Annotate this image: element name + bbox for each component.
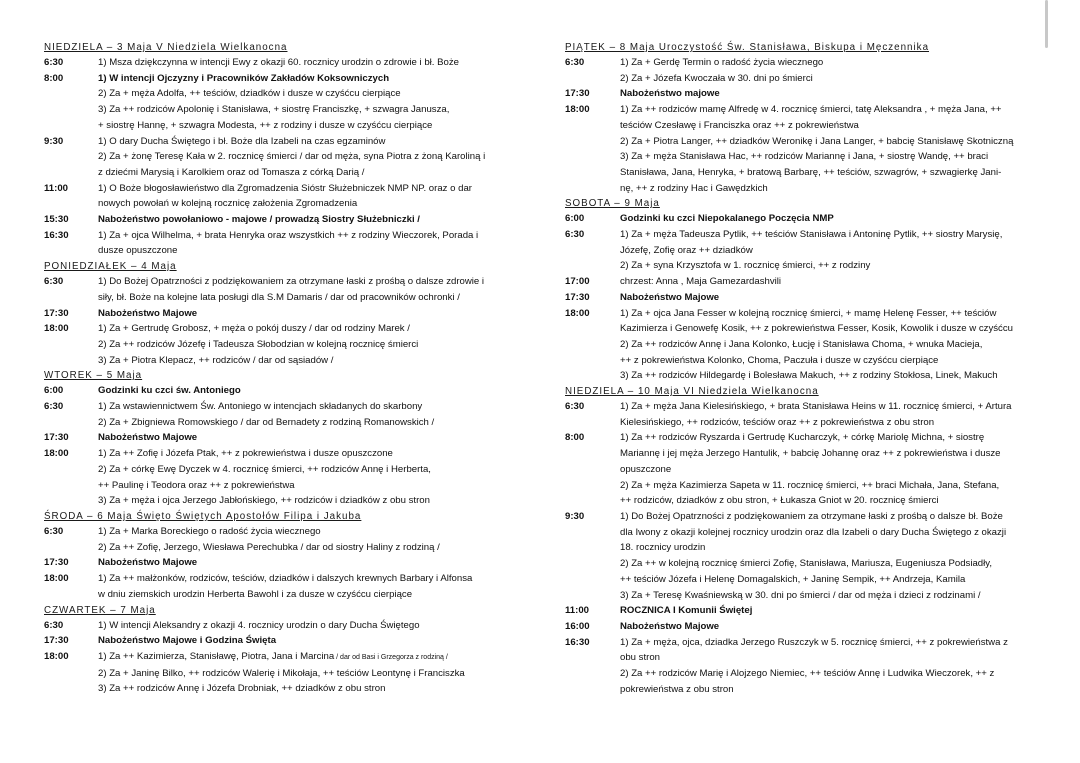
intention-line — [620, 306, 1043, 322]
mass-time: 18:00 — [565, 104, 590, 116]
right-column — [565, 40, 1043, 697]
intention-line — [98, 430, 520, 446]
mass-time: 17:30 — [44, 557, 69, 569]
mass-entry — [565, 55, 1043, 86]
intention-line — [620, 462, 1043, 478]
intention-line — [620, 493, 1043, 509]
intention-line — [620, 572, 1043, 588]
intention-line — [620, 165, 1043, 181]
day-heading: ŚRODA – 6 Maja Święto Świętych Apostołów Filipa i Jakuba — [44, 510, 362, 522]
intention-line — [620, 588, 1043, 604]
day-heading: WTOREK – 5 Maja — [44, 370, 143, 382]
intention-text: 1) Do Bożej Opatrzności z podziękowaniem za otrzymane łaski z prośbą o dalsze bł. Boże — [620, 510, 1003, 522]
intention-line — [98, 383, 520, 399]
mass-time: 17:30 — [565, 88, 590, 100]
mass-entry — [565, 274, 1043, 290]
intention-text: 2) Za + Janinę Bilko, ++ rodziców Walerię i Mikołaja, ++ teściów Leontynę i Franciszka — [98, 667, 465, 679]
intention-text: 2) Za + córkę Ewę Dyczek w 4. rocznicę śmierci, ++ rodziców Annę i Herberta, — [98, 463, 431, 475]
intention-line — [620, 321, 1043, 337]
intention-text: 1) Do Bożej Opatrzności z podziękowaniem za otrzymane łaski z prośbą o dalsze zdrowie i — [98, 276, 485, 288]
intention-text: chrzest: Anna , Maja Gamezardashvili — [620, 276, 782, 288]
intention-line — [98, 165, 520, 181]
intention-text: 2) Za ++ w kolejną rocznicę śmierci Zofię, Stanisława, Mariusza, Eugeniusza Podsiadły, — [620, 558, 993, 570]
intention-text: 3) Za ++ rodziców Hildegardę i Bolesława Makuch, ++ z rodziny Stokłosa, Linek, Makuch — [620, 370, 998, 382]
mass-time: 16:00 — [565, 620, 590, 632]
left-column — [44, 40, 520, 697]
intention-text: Nabożeństwo Majowe — [98, 432, 198, 444]
intention-line — [98, 666, 520, 682]
mass-entry — [44, 524, 520, 555]
intention-line — [98, 618, 520, 634]
intention-line — [620, 603, 1043, 619]
intention-text: Nabożeństwo Majowe — [620, 620, 720, 632]
intention-text: Kielesińskiego, ++ rodziców, teściów oraz ++ z pokrewieństwa z obu stron — [620, 416, 935, 428]
intention-line — [620, 650, 1043, 666]
intention-text: Nabożeństwo Majowe — [620, 291, 720, 303]
intention-text: ++ teściów Józefa i Helenę Domagalskich, + Janinę Sempik, ++ Andrzeja, Kamila — [620, 573, 966, 585]
mass-time: 18:00 — [44, 448, 69, 460]
intention-text: 2) Za ++ rodziców Józefę i Tadeusza Słobodzian w kolejną rocznicę śmierci — [98, 338, 419, 350]
intention-line — [620, 446, 1043, 462]
intention-text: ++ rodziców, dziadków z obu stron, + Łukasza Gniot w 20. rocznicę śmierci — [620, 495, 939, 507]
mass-entry — [565, 306, 1043, 385]
mass-entry — [44, 228, 520, 259]
intention-line — [620, 635, 1043, 651]
intention-text: 1) O dary Ducha Świętego i bł. Boże dla Izabeli na czas egzaminów — [98, 135, 386, 147]
intention-text: 1) O Boże błogosławieństwo dla Zgromadzenia Sióstr Służebniczek NMP NP. oraz o dar — [98, 182, 472, 194]
intention-line — [98, 446, 520, 462]
day-heading: NIEDZIELA – 3 Maja V Niedziela Wielkanocna — [44, 42, 288, 53]
mass-entry — [44, 306, 520, 322]
intention-text: 3) Za + Piotra Klepacz, ++ rodziców / dar od sąsiadów / — [98, 354, 334, 366]
mass-entry — [44, 555, 520, 571]
mass-time: 6:30 — [44, 276, 64, 288]
mass-time: 17:30 — [44, 307, 69, 319]
intention-line — [620, 149, 1043, 165]
intention-text: 3) Za + Teresę Kwaśniewską w 30. dni po śmierci / dar od męża i dzieci z rodzinami / — [620, 589, 981, 601]
intention-text: 1) Msza dziękczynna w intencji Ewy z okazji 60. rocznicy urodzin o zdrowie i bł. Boże — [98, 57, 459, 68]
mass-entry — [44, 399, 520, 430]
mass-time: 15:30 — [44, 214, 69, 226]
mass-time: 18:00 — [565, 307, 590, 319]
intention-text: z dziećmi Marysią i Karolkiem oraz od Tomasza z córką Darią / — [98, 166, 365, 178]
intention-text: 1) Za + Marka Boreckiego o radość życia wiecznego — [98, 525, 321, 537]
intention-line — [620, 368, 1043, 384]
intention-line — [98, 118, 520, 134]
mass-time: 17:30 — [44, 635, 69, 647]
intention-line — [620, 118, 1043, 134]
intention-text: 2) Za ++ Zofię, Jerzego, Wiesława Perechubka / dar od siostry Haliny z rodziną / — [98, 541, 440, 553]
intention-text: opuszczone — [620, 463, 672, 475]
intention-line — [620, 682, 1043, 698]
intention-line — [620, 227, 1043, 243]
intention-line — [620, 415, 1043, 431]
intention-text: 2) Za + żonę Teresę Kała w 2. rocznicę śmierci / dar od męża, syna Piotra z żoną Karoliną i — [98, 151, 486, 163]
intention-text: Nabożeństwo powołaniowo - majowe / prowadzą Siostry Służebniczki / — [98, 214, 420, 226]
intention-text: Józefę, Zofię oraz ++ dziadków — [620, 244, 753, 256]
intention-line — [98, 134, 520, 150]
intention-text: Godzinki ku czci św. Antoniego — [98, 385, 241, 397]
intention-text: obu stron — [620, 652, 661, 664]
mass-entry — [565, 211, 1043, 227]
intention-text: 3) Za ++ rodziców Apolonię i Stanisława, + siostrę Franciszkę, + szwagra Janusza, — [98, 104, 450, 116]
mass-entry — [44, 134, 520, 181]
mass-time: 18:00 — [44, 323, 69, 335]
mass-entry — [44, 181, 520, 212]
intention-text: 3) Za ++ rodziców Annę i Józefa Drobniak, ++ dziadków z obu stron — [98, 683, 386, 695]
intention-line — [98, 71, 520, 87]
mass-time: 8:00 — [44, 72, 64, 84]
intention-text: 2) Za + Zbigniewa Romowskiego / dar od Bernadety z rodziną Romanowskich / — [98, 416, 435, 428]
mass-time: 16:30 — [44, 229, 69, 241]
mass-entry — [44, 618, 520, 634]
intention-line — [98, 228, 520, 244]
intention-line — [620, 619, 1043, 635]
mass-entry — [565, 509, 1043, 603]
intention-text: ++ Paulinę i Teodora oraz ++ z pokrewieństwa — [98, 479, 295, 491]
intention-line — [98, 681, 520, 697]
intention-line — [620, 258, 1043, 274]
intention-text: 3) Za + męża i ojca Jerzego Jabłońskiego, ++ rodziców i dziadków z obu stron — [98, 495, 430, 507]
mass-entry — [565, 603, 1043, 619]
intention-line — [98, 86, 520, 102]
intention-line — [620, 540, 1043, 556]
intention-text: nowych powołań w kolejną rocznicę założenia Zgromadzenia — [98, 198, 358, 210]
intention-text: teściów Czesławę i Franciszka oraz ++ z pokrewieństwa — [620, 119, 859, 131]
mass-time: 17:30 — [565, 291, 590, 303]
intention-line — [620, 211, 1043, 227]
intention-text: Nabożeństwo Majowe — [98, 557, 198, 569]
intention-line — [98, 290, 520, 306]
intention-line — [620, 337, 1043, 353]
intention-text: 1) Za ++ rodziców Ryszarda i Gertrudę Kucharczyk, + córkę Mariolę Michna, + siostrę — [620, 432, 985, 444]
intention-text: 1) Za + Gerdę Termin o radość życia wiecznego — [620, 57, 824, 68]
mass-time: 6:30 — [565, 57, 585, 68]
intention-text: 3) Za + męża Stanisława Hac, ++ rodziców Mariannę i Jana, + siostrę Wandę, ++ braci — [620, 151, 989, 163]
mass-time: 9:30 — [44, 135, 64, 147]
mass-entry — [44, 274, 520, 305]
intention-line — [98, 274, 520, 290]
mass-entry — [565, 227, 1043, 274]
mass-time: 16:30 — [565, 636, 590, 648]
intention-text: Nabożeństwo Majowe — [98, 307, 198, 319]
intention-line — [620, 353, 1043, 369]
mass-time: 17:30 — [44, 432, 69, 444]
intention-line — [98, 149, 520, 165]
mass-time: 11:00 — [44, 182, 69, 194]
intention-line — [620, 478, 1043, 494]
intention-line — [620, 181, 1043, 197]
intention-text: ROCZNICA I Komunii Świętej — [620, 605, 753, 617]
intention-text: 1) W intencji Aleksandry z okazji 4. rocznicy urodzin o dary Ducha Świętego — [98, 619, 420, 631]
day-heading: NIEDZIELA – 10 Maja VI Niedziela Wielkanocna — [565, 386, 819, 398]
intention-text: 1) Za + Gertrudę Grobosz, + męża o pokój duszy / dar od rodziny Marek / — [98, 323, 410, 335]
intention-line — [620, 290, 1043, 306]
intention-text: Nabożeństwo majowe — [620, 88, 720, 100]
intention-line — [620, 86, 1043, 102]
intention-text: 2) Za + Józefa Kwoczała w 30. dni po śmierci — [620, 72, 813, 84]
intention-text: 1) Za + męża Tadeusza Pytlik, ++ teściów Stanisława i Antoninę Pytlik, ++ siostry Marysię, — [620, 229, 1003, 241]
intention-line — [98, 102, 520, 118]
donor-note: / dar od Basi i Grzegorza z rodziną / — [334, 653, 448, 661]
mass-entry — [565, 86, 1043, 102]
intention-text: 1) Za ++ rodziców mamę Alfredę w 4. rocznicę śmierci, tatę Aleksandra , + męża Jana, ++ — [620, 104, 1002, 116]
intention-line — [98, 587, 520, 603]
intention-line — [620, 430, 1043, 446]
intention-line — [98, 524, 520, 540]
intention-text: Stanisława, Jana, Henryka, + bratową Barbarę, ++ teściów, szwagrów, + szwagierkę Jani- — [620, 166, 1002, 178]
mass-entry — [565, 102, 1043, 196]
day-heading: SOBOTA – 9 Maja — [565, 198, 660, 210]
mass-time: 6:30 — [565, 401, 585, 413]
intention-line — [620, 509, 1043, 525]
intention-line — [98, 196, 520, 212]
mass-entry — [44, 430, 520, 446]
intention-line — [98, 540, 520, 556]
mass-time: 6:30 — [44, 619, 64, 631]
mass-entry — [44, 446, 520, 509]
intention-text: ++ z pokrewieństwa Kolonko, Choma, Paczuła i dusze w czyśćcu cierpiące — [620, 354, 939, 366]
intention-line — [98, 243, 520, 259]
mass-time: 6:30 — [44, 57, 64, 68]
intention-text: Mariannę i jej męża Jerzego Hantulik, + babcię Johannę oraz ++ z pokrewieństwa i dusze — [620, 448, 1001, 460]
intention-text: dla Iwony z okazji kolejnej rocznicy urodzin oraz dla Izabeli o dary Ducha Świętego z okazji — [620, 526, 1007, 538]
intention-line — [98, 181, 520, 197]
mass-time: 11:00 — [565, 605, 590, 617]
intention-line — [98, 555, 520, 571]
intention-line — [98, 399, 520, 415]
mass-time: 18:00 — [44, 650, 69, 662]
intention-line — [620, 71, 1043, 87]
intention-line — [620, 556, 1043, 572]
mass-time: 6:00 — [44, 385, 64, 397]
intention-line — [620, 55, 1043, 71]
intention-line — [98, 321, 520, 337]
intention-line — [98, 571, 520, 587]
intention-line — [98, 415, 520, 431]
intention-text: 2) Za + męża Adolfa, ++ teściów, dziadków i dusze w czyśćcu cierpiące — [98, 88, 401, 100]
intention-line — [98, 633, 520, 649]
intention-line — [98, 462, 520, 478]
intention-text: siły, bł. Boże na kolejne lata posługi dla S.M Damaris / dar od pracowników ochronki / — [98, 291, 460, 303]
mass-entry — [565, 619, 1043, 635]
intention-text: 1) Za ++ Kazimierza, Stanisławę, Piotra, Jana i Marcina — [98, 650, 335, 662]
intention-line — [98, 493, 520, 509]
intention-line — [620, 666, 1043, 682]
intention-text: 1) Za + ojca Jana Fesser w kolejną rocznicę śmierci, + mamę Helenę Fesser, ++ teściów — [620, 307, 997, 319]
mass-time: 18:00 — [44, 573, 69, 585]
intention-line — [98, 306, 520, 322]
mass-entry — [44, 71, 520, 134]
intention-line — [98, 212, 520, 228]
mass-entry — [44, 321, 520, 368]
intention-text: 1) Za ++ Zofię i Józefa Ptak, ++ z pokrewieństwa i dusze opuszczone — [98, 448, 393, 460]
mass-time: 6:00 — [565, 213, 585, 225]
intention-text: 1) Za + męża, ojca, dziadka Jerzego Ruszczyk w 5. rocznicę śmierci, ++ z pokrewieństwa z — [620, 636, 1008, 648]
mass-entry — [44, 633, 520, 649]
mass-entry — [44, 55, 520, 71]
mass-time: 6:30 — [44, 401, 64, 413]
intention-line — [620, 243, 1043, 259]
intention-text: 2) Za ++ rodziców Annę i Jana Kolonko, Łucję i Stanisława Choma, + wnuka Macieja, — [620, 338, 983, 350]
scrollbar[interactable] — [1045, 0, 1048, 48]
mass-time: 6:30 — [565, 229, 585, 241]
intention-line — [98, 478, 520, 494]
mass-entry — [565, 430, 1043, 509]
mass-time: 6:30 — [44, 525, 64, 537]
intention-line — [620, 525, 1043, 541]
mass-entry — [565, 290, 1043, 306]
intention-line — [620, 134, 1043, 150]
intention-text: 2) Za ++ rodziców Marię i Alojzego Niemiec, ++ teściów Annę i Ludwika Wieczorek, ++ z — [620, 668, 995, 680]
intention-text: pokrewieństwa z obu stron — [620, 683, 734, 695]
intention-text: Nabożeństwo Majowe i Godzina Święta — [98, 635, 277, 647]
intention-text: 18. rocznicy urodzin — [620, 542, 706, 554]
day-heading: CZWARTEK – 7 Maja — [44, 604, 156, 616]
mass-time: 9:30 — [565, 510, 585, 522]
intention-text: + siostrę Hannę, + szwagra Modesta, ++ z rodziny i dusze w czyśćcu cierpiące — [98, 119, 433, 131]
mass-entry — [44, 649, 520, 697]
mass-time: 17:00 — [565, 276, 590, 288]
intention-text: dusze opuszczone — [98, 245, 178, 257]
intention-line — [620, 102, 1043, 118]
intention-text: 2) Za + syna Krzysztofa w 1. rocznicę śmierci, ++ z rodziny — [620, 260, 871, 272]
day-heading: PONIEDZIAŁEK – 4 Maja — [44, 261, 177, 273]
intention-line — [620, 274, 1043, 290]
intention-line — [98, 353, 520, 369]
mass-entry — [565, 635, 1043, 698]
intention-text: 1) Za wstawiennictwem Św. Antoniego w intencjach składanych do skarbony — [98, 401, 423, 413]
intention-line — [98, 649, 520, 666]
intention-line — [98, 337, 520, 353]
intention-text: 1) W intencji Ojczyzny i Pracowników Zakładów Koksowniczych — [98, 72, 390, 84]
intention-line — [620, 399, 1043, 415]
intention-text: 2) Za + męża Kazimierza Sapeta w 11. rocznicę śmierci, ++ braci Michała, Jana, Stefana, — [620, 479, 1000, 491]
mass-entry — [44, 212, 520, 228]
intention-text: nę, ++ z rodziny Hac i Gawędzkich — [620, 182, 768, 194]
mass-entry — [44, 571, 520, 602]
intention-text: 1) Za + ojca Wilhelma, + brata Henryka oraz wszystkich ++ z rodziny Wieczorek, Porada i — [98, 229, 479, 241]
mass-entry — [565, 399, 1043, 430]
intention-line — [98, 55, 520, 71]
intention-text: Godzinki ku czci Niepokalanego Poczęcia NMP — [620, 213, 834, 225]
mass-time: 8:00 — [565, 432, 585, 444]
intention-text: Kazimierza i Genowefę Kosik, ++ z pokrewieństwa Fesser, Kosik, Kowolik i dusze w czyśćcu — [620, 323, 1013, 335]
intention-text: 1) Za + męża Jana Kielesińskiego, + brata Stanisława Heins w 11. rocznicę śmierci, + Artura — [620, 401, 1012, 413]
day-heading: PIĄTEK – 8 Maja Uroczystość Św. Stanisława, Biskupa i Męczennika — [565, 42, 930, 53]
intention-text: 2) Za + Piotra Langer, ++ dziadków Weronikę i Jana Langer, + babcię Stanisławę Skotniczną — [620, 135, 1014, 147]
intention-text: 1) Za ++ małżonków, rodziców, teściów, dziadków i dalszych krewnych Barbary i Alfonsa — [98, 573, 473, 585]
mass-entry — [44, 383, 520, 399]
intention-text: w dniu ziemskich urodzin Herberta Bawohl i za dusze w czyśćcu cierpiące — [98, 588, 413, 600]
